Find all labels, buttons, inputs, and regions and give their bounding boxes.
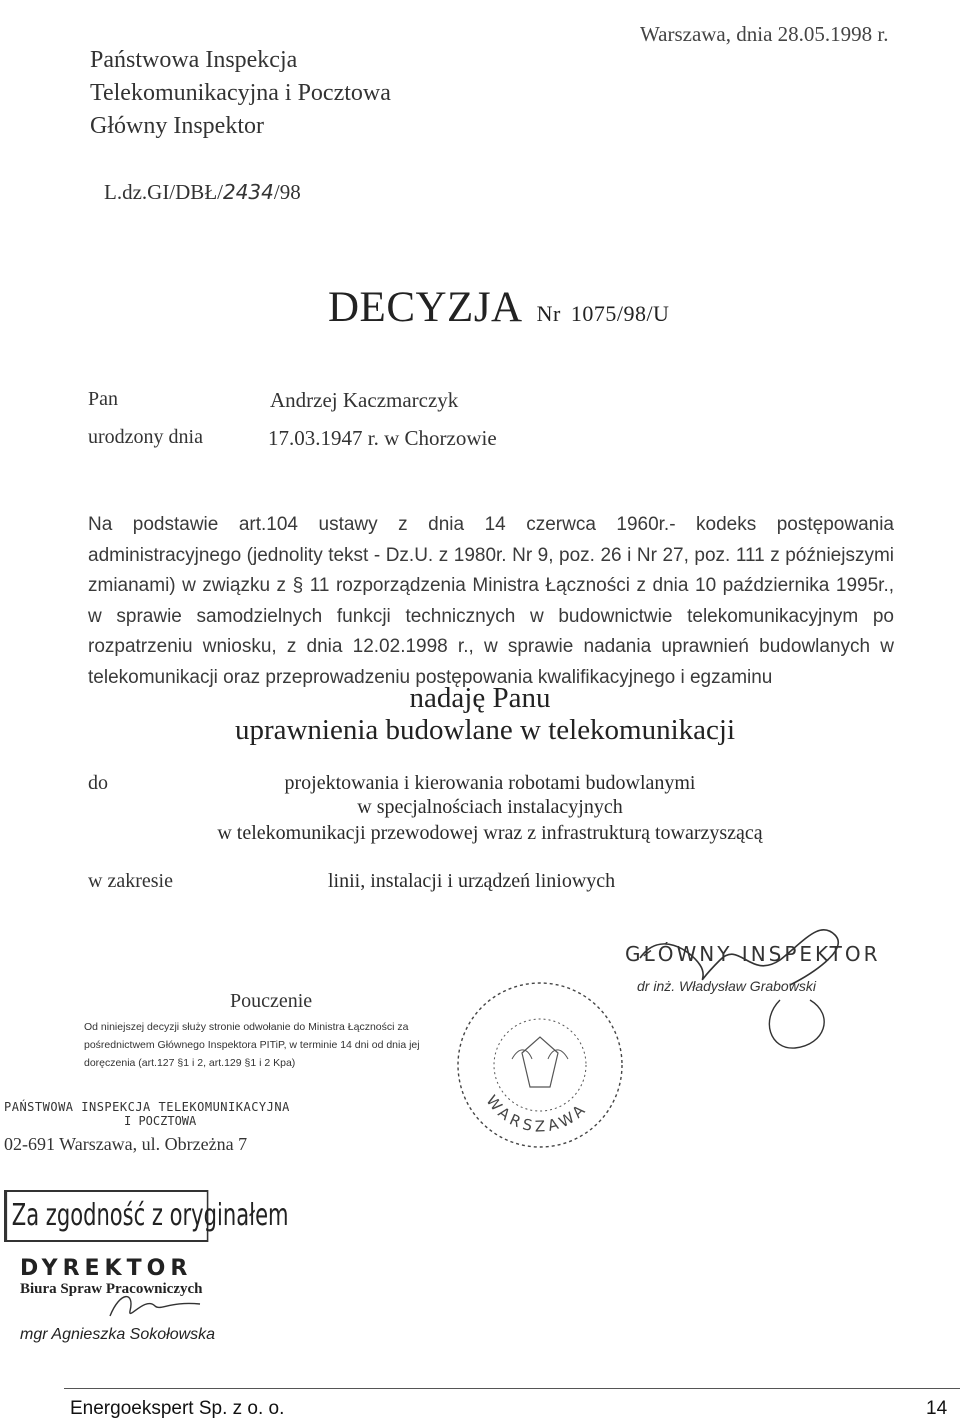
decision-number: 1075/98/U [570, 301, 670, 326]
legal-basis-paragraph: Na podstawie art.104 ustawy z dnia 14 czerwca 1960r.- kodeks postępowania administracyjnego (jednolity tekst - Dz.U. z 1980r. Nr 9, poz. 26 i Nr 27, poz. 111 z późniejszymi zmianami) w związku z § 11 rozporządzenia Ministra Łączności z dnia 10 października 1995r., w sprawie samodzielnych funkcji technicznych w budownictwie telekomunikacyjnym po rozpatrzeniu wniosku, z dnia 12.02.1998 r., w sprawie nadania uprawnień budowlanych w telekomunikacji oraz przeprowadzeniu postępowania kwalifikacyjnego i egzaminu [88, 514, 894, 688]
certified-copy-stamp: Za zgodność z oryginałem [4, 1190, 208, 1242]
reference-handwritten: 2434 [222, 180, 274, 204]
inspector-role: GŁÓWNY INSPEKTOR [625, 942, 881, 966]
institution-line: Główny Inspektor [90, 113, 264, 139]
zakres-value: linii, instalacji i urządzeń liniowych [328, 870, 616, 892]
born-value: 17.03.1947 r. w Chorzowie [268, 426, 497, 450]
grant-line-2: uprawnienia budowlane w telekomunikacji [234, 714, 736, 746]
decision-title-main: DECYZJA [328, 284, 523, 331]
footer-company: Energoekspert Sp. z o. o. [70, 1398, 285, 1419]
stamp-address-line: 02-691 Warszawa, ul. Obrzeżna 7 [4, 1134, 248, 1154]
scope-line-1: projektowania i kierowania robotami budowlanymi [284, 772, 696, 794]
institution-name [90, 44, 391, 143]
pan-label: Pan [88, 388, 118, 410]
scope-line-2: w specjalnościach instalacyjnych [357, 796, 623, 818]
reference-number [104, 180, 301, 205]
institution-stamp [4, 1100, 290, 1155]
grant-line-1: nadaję Panu [409, 682, 551, 714]
place-date: Warszawa, dnia 28.05.1998 r. [640, 22, 889, 46]
footer-divider [64, 1388, 960, 1389]
do-label: do [88, 772, 108, 794]
official-seal-icon [450, 975, 630, 1155]
institution-line: Telekomunikacyjna i Pocztowa [90, 80, 391, 106]
institution-line: Państwowa Inspekcja [90, 47, 298, 73]
decision-nr-label: Nr [536, 301, 561, 326]
director-name: mgr Agnieszka Sokołowska [20, 1326, 216, 1343]
inspector-signature-scribble [630, 920, 870, 1060]
director-title: DYREKTOR [20, 1256, 193, 1281]
stamp-line: I POCZTOWA [124, 1114, 197, 1128]
inspector-name: dr inż. Władysław Grabowski [637, 978, 816, 994]
born-label: urodzony dnia [88, 426, 203, 448]
recipient-name: Andrzej Kaczmarczyk [270, 388, 459, 412]
reference-suffix: /98 [273, 180, 301, 204]
page-number: 14 [926, 1398, 948, 1419]
director-department: Biura Spraw Pracowniczych [20, 1281, 203, 1297]
director-signature-scribble [100, 1286, 210, 1326]
stamp-line: PAŃSTWOWA INSPEKCJA TELEKOMUNIKACYJNA [4, 1100, 290, 1114]
svg-text:WARSZAWA: WARSZAWA [482, 1091, 592, 1136]
notice-text: Od niniejszej decyzji służy stronie odwołanie do Ministra Łączności za pośrednictwem Głównego Inspektora PITiP, w terminie 14 dni od dnia jej doręczenia (art.127 §1 i 2, art.129 §1 i 2 Kpa) [84, 1021, 420, 1069]
decision-title [328, 283, 669, 332]
reference-prefix: L.dz.GI/DBŁ/ [104, 180, 223, 204]
notice-title: Pouczenie [230, 990, 313, 1012]
zakres-label: w zakresie [88, 870, 173, 892]
scope-line-3: w telekomunikacji przewodowej wraz z infrastrukturą towarzyszącą [217, 822, 763, 844]
